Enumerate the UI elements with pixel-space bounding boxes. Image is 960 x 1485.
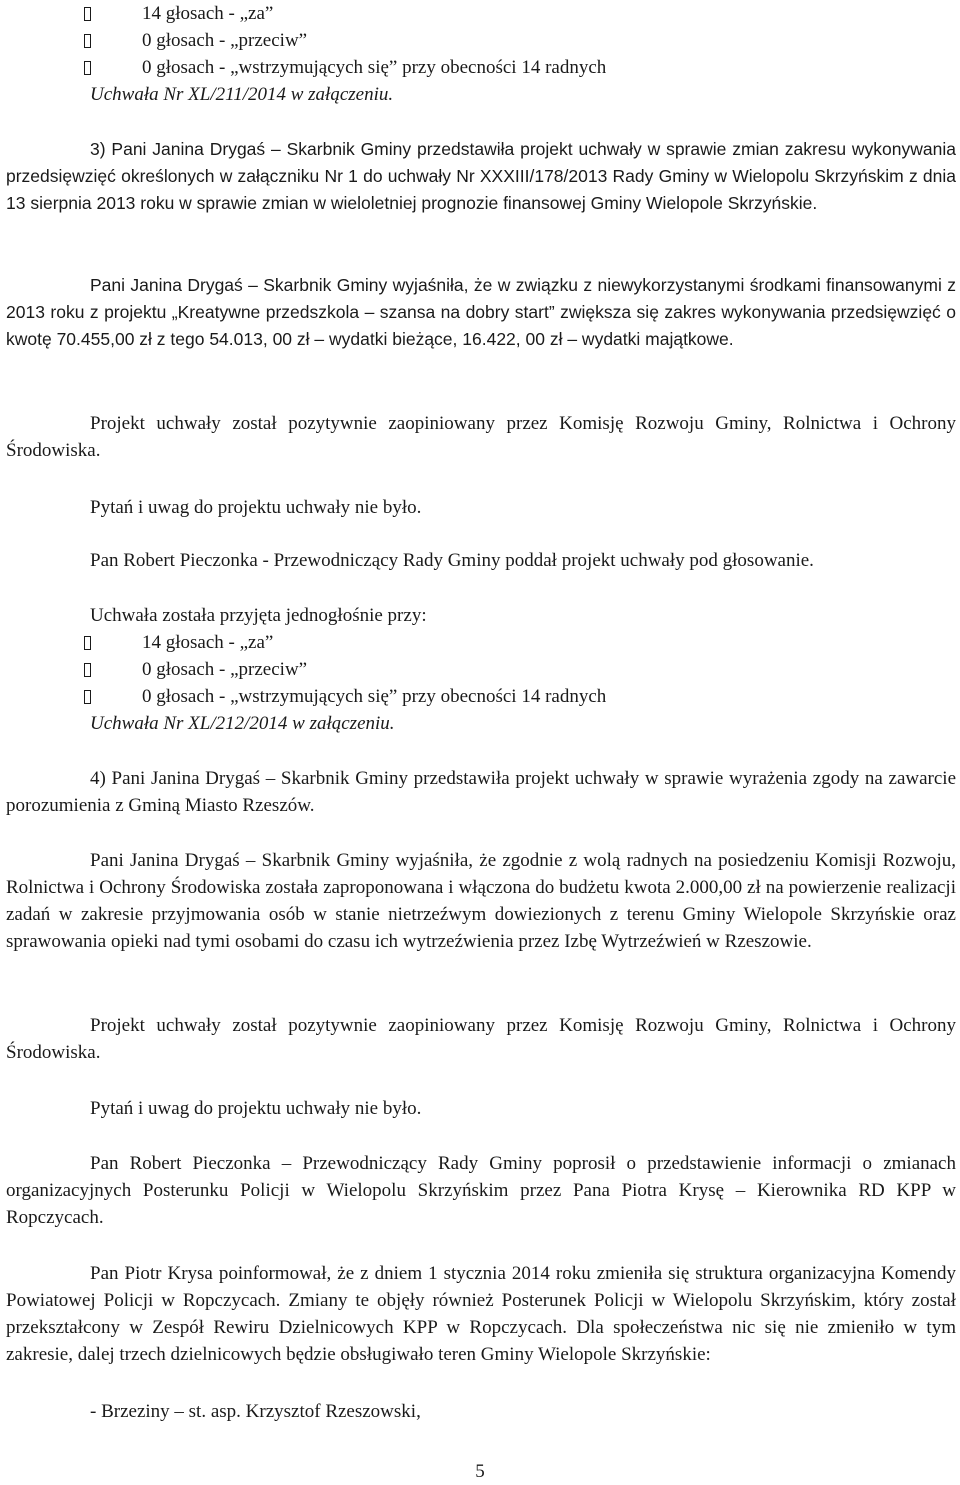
page-number: 5 [475, 1461, 485, 1482]
item4-list-item: - Brzeziny – st. asp. Krzysztof Rzeszowski, [90, 1401, 421, 1422]
bullet-box-icon [84, 690, 91, 704]
list-item: 0 głosach - „wstrzymujących się” przy obecności 14 radnych [84, 54, 944, 81]
bullet-box-icon [84, 34, 91, 48]
item4-intro: 4) Pani Janina Drygaś – Skarbnik Gminy przedstawiła projekt uchwały w sprawie wyrażenia zgody na zawarcie porozumienia z Gminą Miasto Rzeszów. [6, 768, 956, 816]
item4-opinion: Projekt uchwały został pozytywnie zaopiniowany przez Komisję Rozwoju Gminy, Rolnictwa i Ochrony Środowiska. [6, 1015, 956, 1063]
item3-questions: Pytań i uwag do projektu uchwały nie było. [90, 497, 422, 518]
vote-list-top [84, 0, 944, 81]
list-item: 0 głosach - „przeciw” [84, 656, 944, 683]
bullet-box-icon [84, 61, 91, 75]
list-item: 0 głosach - „wstrzymujących się” przy obecności 14 radnych [84, 683, 944, 710]
item3-explanation: Pani Janina Drygaś – Skarbnik Gminy wyjaśniła, że w związku z niewykorzystanymi środkami finansowanymi z 2013 roku z projektu „Kreatywne przedszkola – szansa na dobry start” zwiększa się zakres wykonywania przedsięwzięć o kwotę 70.455,00 zł z tego 54.013, 00 zł – wydatki bieżące, 16.422, 00 zł – wydatki majątkowe. [6, 275, 956, 349]
item3-adopted: Uchwała została przyjęta jednogłośnie przy: [90, 605, 427, 626]
item4-request: Pan Robert Pieczonka – Przewodniczący Rady Gminy poprosił o przedstawienie informacji o zmianach organizacyjnych Posterunku Policji w Wielopolu Skrzyńskim przez Pana Piotra Krysę – Kierownika RD KPP w Ropczycach. [6, 1153, 956, 1228]
list-item: 14 głosach - „za” [84, 629, 944, 656]
item3-intro: 3) Pani Janina Drygaś – Skarbnik Gminy przedstawiła projekt uchwały w sprawie zmian zakresu wykonywania przedsięwzięć określonych w załączniku Nr 1 do uchwały Nr XXXIII/178/2013 Rady Gminy w Wielopolu Skrzyńskim z dnia 13 sierpnia 2013 roku w sprawie zmian w wieloletniej prognozie finansowej Gminy Wielopole Skrzyńskie. [6, 139, 956, 213]
item3-vote-call: Pan Robert Pieczonka - Przewodniczący Rady Gminy poddał projekt uchwały pod głosowanie. [90, 550, 814, 571]
list-item: 0 głosach - „przeciw” [84, 27, 944, 54]
resolution-note: Uchwała Nr XL/212/2014 w załączeniu. [90, 713, 395, 734]
bullet-box-icon [84, 7, 91, 21]
bullet-box-icon [84, 663, 91, 677]
item4-questions: Pytań i uwag do projektu uchwały nie było. [90, 1098, 422, 1119]
bullet-box-icon [84, 636, 91, 650]
item4-explanation: Pani Janina Drygaś – Skarbnik Gminy wyjaśniła, że zgodnie z wolą radnych na posiedzeniu Komisji Rozwoju, Rolnictwa i Ochrony Środowiska została zaproponowana i włączona do budżetu kwota 2.000,00 zł na powierzenie realizacji zadań w zakresie przyjmowania osób w stanie nietrzeźwym dowiezionych z terenu Gminy Wielopole Skrzyńskie oraz sprawowania opieki nad tymi osobami do czasu ich wytrzeźwienia przez Izbę Wytrzeźwień w Rzeszowie. [6, 850, 956, 952]
resolution-note: Uchwała Nr XL/211/2014 w załączeniu. [90, 84, 394, 105]
item4-info: Pan Piotr Krysa poinformował, że z dniem 1 stycznia 2014 roku zmieniła się struktura organizacyjna Komendy Powiatowej Policji w Ropczycach. Zmiany te objęły również Posterunek Policji w Wielopolu Skrzyńskim, który został przekształcony w Zespół Rewiru Dzielnicowych KPP w Ropczycach. Dla społeczeństwa nic się nie zmieniło w tym zakresie, dalej trzech dzielnicowych będzie obsługiwało teren Gminy Wielopole Skrzyńskie: [6, 1263, 956, 1365]
list-item: 14 głosach - „za” [84, 0, 944, 27]
item3-opinion: Projekt uchwały został pozytywnie zaopiniowany przez Komisję Rozwoju Gminy, Rolnictwa i Ochrony Środowiska. [6, 413, 956, 461]
vote-list-item3 [84, 629, 944, 710]
